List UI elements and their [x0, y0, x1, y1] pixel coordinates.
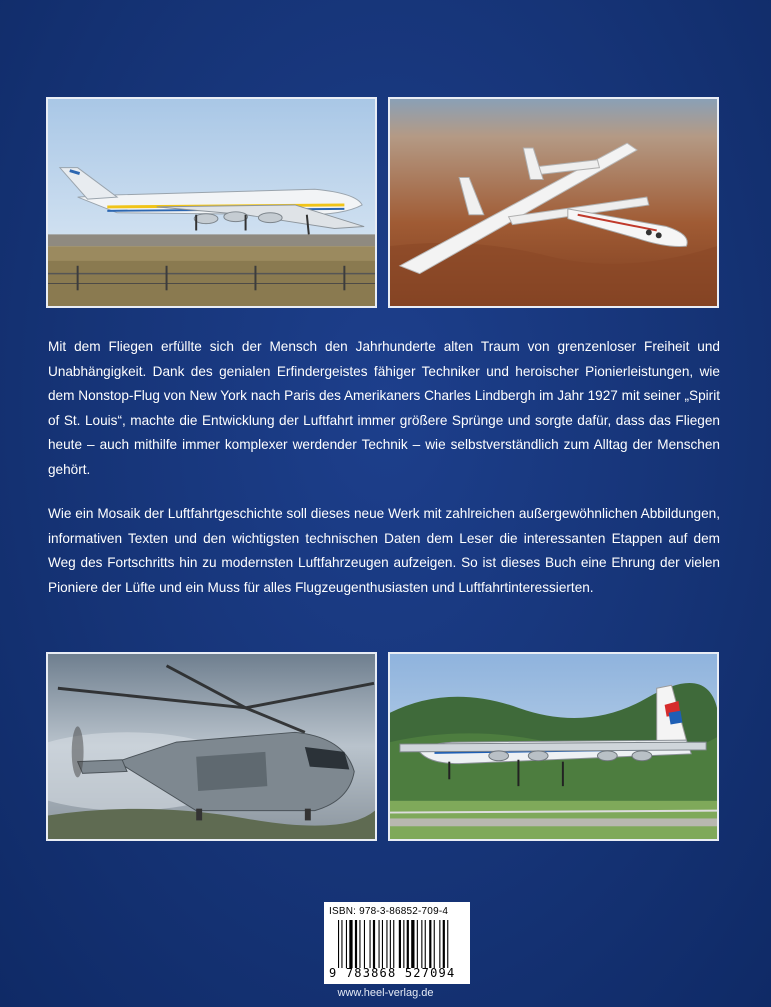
photo-an225 [46, 97, 377, 308]
publisher-website: www.heel-verlag.de [337, 987, 434, 999]
barcode-label [324, 902, 470, 984]
description-paragraph: Wie ein Mosaik der Luftfahrtgeschichte soll dieses neue Werk mit zahlreichen außergewöhnlichen Abbildungen, informativen Texten und den wichtigsten technischen Daten dem Leser die interessanten Etappen auf dem Weg des Fortschritts hin zu modernsten Luftfahrzeugen aufzeigen. So ist dieses Buch eine Ehrung der vielen Pioniere der Lüfte und ein Muss für alles Flugzeugenthusiasten und Luftfahrtinteressierten. [48, 506, 720, 595]
photo-helicopter [46, 652, 377, 841]
isbn-text: ISBN: 978-3-86852-709-4 [329, 906, 449, 917]
photo-white-knight [388, 97, 719, 308]
price-text: € (D) 14,99 [451, 922, 463, 978]
barcode-icon [338, 920, 450, 968]
intro-paragraph: Mit dem Fliegen erfüllte sich der Mensch den Jahrhunderte alten Traum von grenzenloser Freiheit und Unabhängigkeit. Dank des genialen Erfindergeistes fähiger Techniker und heroischer Pionierleistungen, wie dem Nonstop-Flug von New York nach Paris des Amerikaners Charles Lindbergh im Jahr 1927 mit seiner „Spirit of St. Louis“, machte die Entwicklung der Luftfahrt immer größere Sprünge und sorgte dafür, dass das Fliegen heute – auch mithilfe immer komplexer werdender Technik – wie selbstverständlich zum Alltag der Menschen gehört. [48, 339, 720, 477]
barcode-digits: 9 783868 527094 [329, 966, 456, 980]
photo-dc6 [388, 652, 719, 841]
